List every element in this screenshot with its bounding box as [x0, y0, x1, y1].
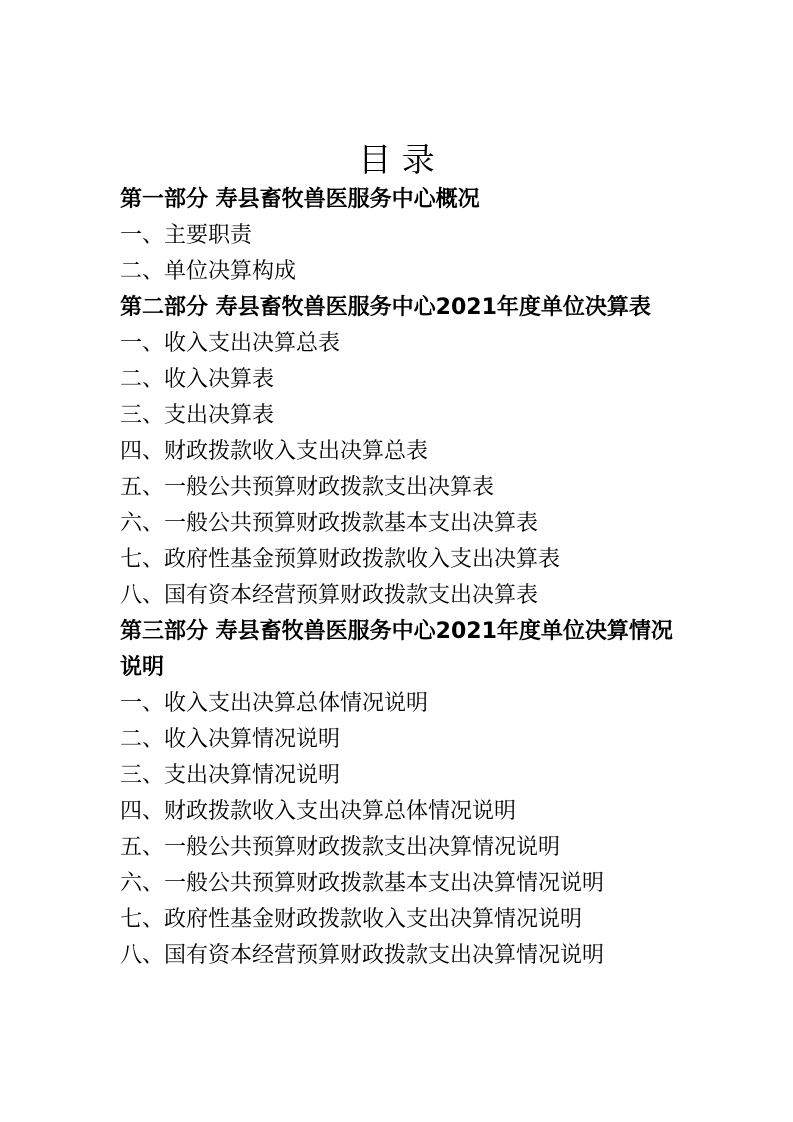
list-item: 二、收入决算表	[120, 367, 275, 392]
table-of-contents	[120, 182, 680, 974]
part-1-heading: 第一部分 寿县畜牧兽医服务中心概况	[120, 187, 480, 212]
list-item: 七、政府性基金财政拨款收入支出决算情况说明	[120, 907, 583, 932]
list-item: 一、主要职责	[120, 223, 253, 248]
list-item: 七、政府性基金预算财政拨款收入支出决算表	[120, 547, 561, 572]
list-item: 六、一般公共预算财政拨款基本支出决算表	[120, 511, 539, 536]
list-item: 八、国有资本经营预算财政拨款支出决算情况说明	[120, 943, 605, 968]
list-item: 二、收入决算情况说明	[120, 727, 341, 752]
list-item: 四、财政拨款收入支出决算总体情况说明	[120, 799, 517, 824]
list-item: 二、单位决算构成	[120, 259, 297, 284]
list-item: 一、收入支出决算总体情况说明	[120, 691, 429, 716]
list-item: 一、收入支出决算总表	[120, 331, 341, 356]
part-1	[120, 182, 680, 290]
part-3-heading: 第三部分 寿县畜牧兽医服务中心2021年度单位决算情况说明	[120, 619, 673, 680]
list-item: 八、国有资本经营预算财政拨款支出决算表	[120, 583, 539, 608]
page-title: 目 录	[358, 140, 435, 179]
part-2	[120, 290, 680, 614]
part-3	[120, 614, 680, 974]
list-item: 四、财政拨款收入支出决算总表	[120, 439, 429, 464]
part-2-heading: 第二部分 寿县畜牧兽医服务中心2021年度单位决算表	[120, 295, 651, 320]
list-item: 六、一般公共预算财政拨款基本支出决算情况说明	[120, 871, 605, 896]
list-item: 五、一般公共预算财政拨款支出决算表	[120, 475, 495, 500]
list-item: 五、一般公共预算财政拨款支出决算情况说明	[120, 835, 561, 860]
list-item: 三、支出决算表	[120, 403, 275, 428]
list-item: 三、支出决算情况说明	[120, 763, 341, 788]
